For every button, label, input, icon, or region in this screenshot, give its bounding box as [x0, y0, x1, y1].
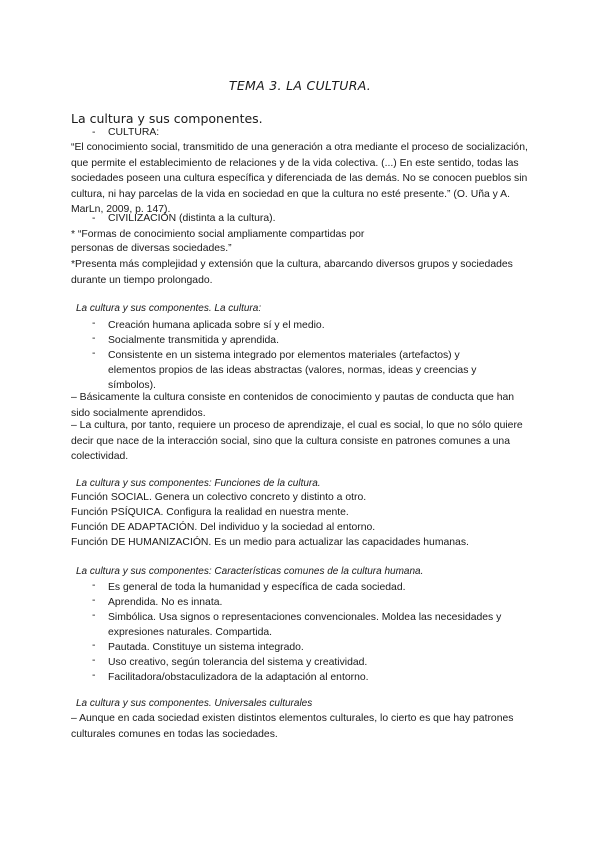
section-heading-componentes: La cultura y sus componentes.: [71, 111, 263, 126]
cultura-definition: “El conocimiento social, transmitido de una generación a otra mediante el proceso de socialización, que permite el establecimiento de relaciones y de la vida colectiva. (...) En este sentido, todas las sociedades poseen una cultura específica y diferenciada de las demás. No se conocen pueblos sin cultura, ni hay parcelas de la vida en sociedad en que la cultura no esté presente.” (O. Uña y A. MarLn, 2009, p. 147).: [71, 142, 528, 216]
section-heading-universales: La cultura y sus componentes. Universales culturales: [76, 698, 313, 709]
section-heading-caracteristicas: La cultura y sus componentes: Características comunes de la cultura humana.: [76, 566, 424, 577]
bullet-dash: -: [92, 333, 96, 344]
bullet-dash: -: [92, 640, 96, 651]
bullet-dash: -: [92, 348, 96, 359]
bullet-dash: -: [92, 580, 96, 591]
list-item: Creación humana aplicada sobre sí y el medio.: [108, 320, 325, 331]
page-title: TEMA 3. LA CULTURA.: [228, 78, 372, 93]
list-item: Facilitadora/obstaculizadora de la adaptación al entorno.: [108, 672, 369, 683]
bullet-dash: -: [92, 595, 96, 606]
funcion-line: Función PSÍQUICA. Configura la realidad en nuestra mente.: [71, 507, 349, 518]
list-item: Uso creativo, según tolerancia del sistema y creatividad.: [108, 657, 368, 668]
civilizacion-label: CIVILIZACIÓN (distinta a la cultura).: [108, 213, 276, 224]
list-item: Pautada. Constituye un sistema integrado.: [108, 642, 304, 653]
list-item: Consistente en un sistema integrado por elementos materiales (artefactos) y elementos propios de las ideas abstractas (valores, normas, ideas y creencias y símbolos).: [108, 350, 477, 392]
civilizacion-def-line1: * “Formas de conocimiento social ampliamente compartidas por: [71, 229, 365, 240]
bullet-dash: -: [92, 610, 96, 621]
list-item: Socialmente transmitida y aprendida.: [108, 335, 279, 346]
bullet-dash: -: [92, 318, 96, 329]
bullet-dash: -: [92, 670, 96, 681]
list-item: Es general de toda la humanidad y específica de cada sociedad.: [108, 582, 406, 593]
bullet-dash: -: [92, 213, 96, 224]
civilizacion-def-line2: personas de diversas sociedades.”: [71, 243, 232, 254]
section-heading-la-cultura: La cultura y sus componentes. La cultura:: [76, 303, 262, 314]
universales-paragraph: – Aunque en cada sociedad existen distintos elementos culturales, lo cierto es que hay patrones culturales comunes en todas las sociedades.: [71, 713, 514, 740]
funcion-line: Función DE ADAPTACIÓN. Del individuo y la sociedad al entorno.: [71, 522, 376, 533]
cultura-paragraph-1: – Básicamente la cultura consiste en contenidos de conocimiento y pautas de conducta que han sido socialmente aprendidos.: [71, 392, 515, 419]
list-item: Simbólica. Usa signos o representaciones convencionales. Moldea las necesidades y expresiones naturales. Compartida.: [108, 612, 502, 639]
bullet-dash: -: [92, 127, 96, 138]
civilizacion-note: *Presenta más complejidad y extensión que la cultura, abarcando diversos grupos y sociedades durante un tiempo prolongado.: [71, 259, 513, 286]
section-heading-funciones: La cultura y sus componentes: Funciones de la cultura.: [76, 478, 321, 489]
funcion-line: Función DE HUMANIZACIÓN. Es un medio para actualizar las capacidades humanas.: [71, 537, 469, 548]
cultura-paragraph-2: – La cultura, por tanto, requiere un proceso de aprendizaje, el cual es social, lo que no sólo quiere decir que nace de la interacción social, sino que la cultura consiste en patrones comunes a una colectividad.: [71, 420, 523, 463]
list-item: Aprendida. No es innata.: [108, 597, 223, 608]
funcion-line: Función SOCIAL. Genera un colectivo concreto y distinto a otro.: [71, 492, 367, 503]
bullet-dash: -: [92, 655, 96, 666]
cultura-label: CULTURA:: [108, 127, 160, 138]
